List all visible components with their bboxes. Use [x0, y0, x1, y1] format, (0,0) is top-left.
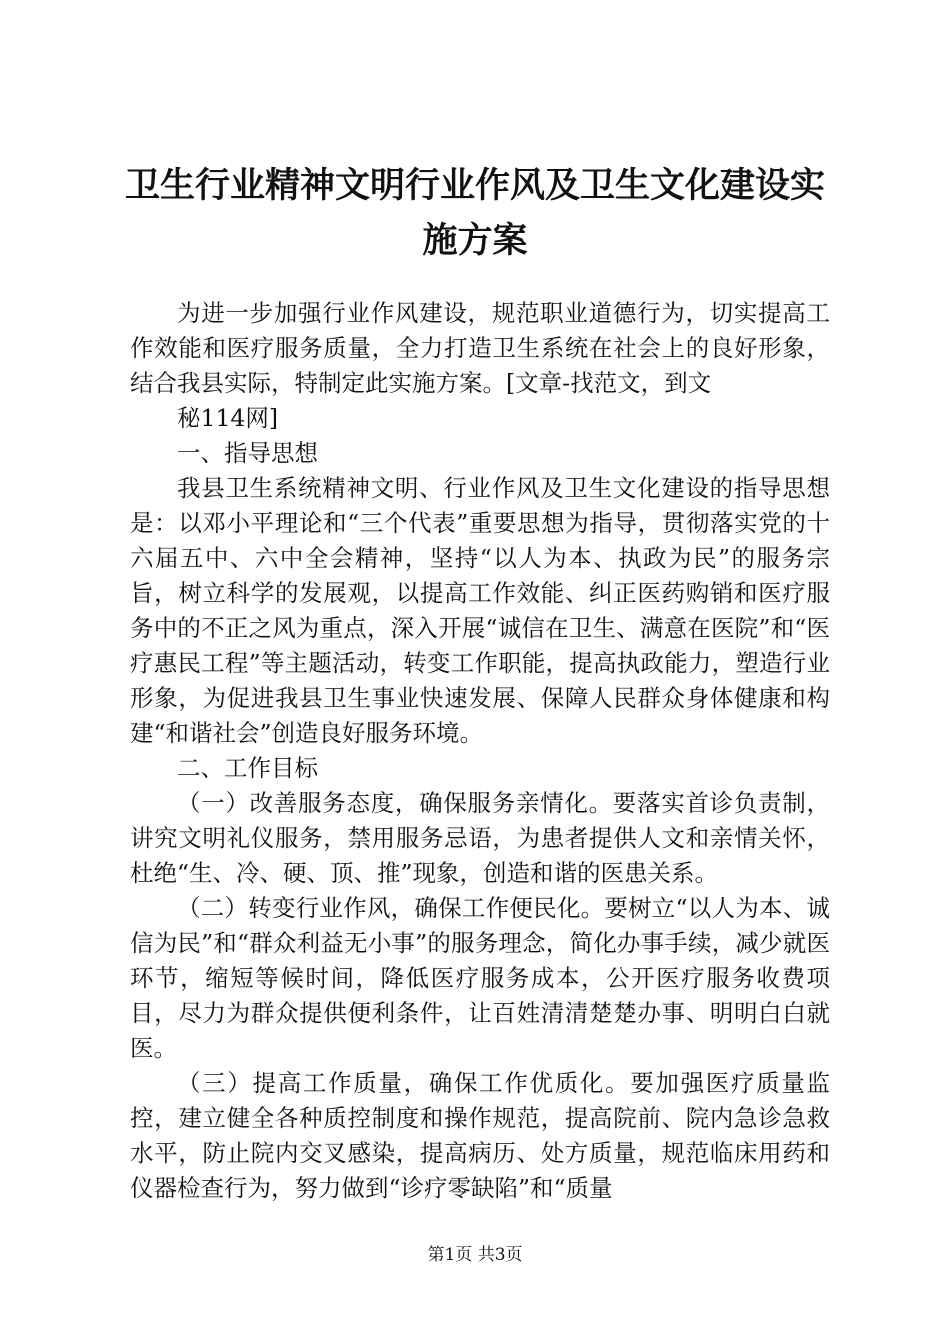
goal-paragraph-2: （二）转变行业作风，确保工作便民化。要树立“以人为本、诚信为民”和“群众利益无小事”的服务理念，简化办事手续，减少就医环节，缩短等候时间，降低医疗服务成本，公开医疗服务收费项目，尽力为群众提供便利条件，让百姓清清楚楚办事、明明白白就医。	[130, 894, 830, 1062]
intro-paragraph-continuation: 秘114网]	[177, 404, 279, 432]
section-heading-guiding-ideology: 一、指导思想	[177, 439, 318, 467]
page-footer: 第1页 共3页	[427, 1245, 523, 1265]
section-heading-work-goals: 二、工作目标	[177, 754, 318, 782]
goal-paragraph-1: （一）改善服务态度，确保服务亲情化。要落实首诊负责制，讲究文明礼仪服务，禁用服务忌语，为患者提供人文和亲情关怀，杜绝“生、冷、硬、顶、推”现象，创造和谐的医患关系。	[130, 789, 830, 887]
document-title-line-2: 施方案	[422, 220, 528, 261]
document-title-line-1: 卫生行业精神文明行业作风及卫生文化建设实	[124, 165, 825, 206]
guiding-ideology-paragraph: 我县卫生系统精神文明、行业作风及卫生文化建设的指导思想是：以邓小平理论和“三个代表”重要思想为指导，贯彻落实党的十六届五中、六中全会精神，坚持“以人为本、执政为民”的服务宗旨，树立科学的发展观，以提高工作效能、纠正医药购销和医疗服务中的不正之风为重点，深入开展“诚信在卫生、满意在医院”和“医疗惠民工程”等主题活动，转变工作职能，提高执政能力，塑造行业形象，为促进我县卫生事业快速发展、保障人民群众身体健康和构建“和谐社会”创造良好服务环境。	[130, 474, 830, 747]
document-body	[130, 296, 830, 1206]
goal-paragraph-3: （三）提高工作质量，确保工作优质化。要加强医疗质量监控，建立健全各种质控制度和操作规范，提高院前、院内急诊急救水平，防止院内交叉感染，提高病历、处方质量，规范临床用药和仪器检查行为，努力做到“诊疗零缺陷”和“质量	[130, 1069, 830, 1202]
intro-paragraph: 为进一步加强行业作风建设，规范职业道德行为，切实提高工作效能和医疗服务质量，全力打造卫生系统在社会上的良好形象，结合我县实际，特制定此实施方案。[文章-找范文，到文	[130, 299, 830, 397]
